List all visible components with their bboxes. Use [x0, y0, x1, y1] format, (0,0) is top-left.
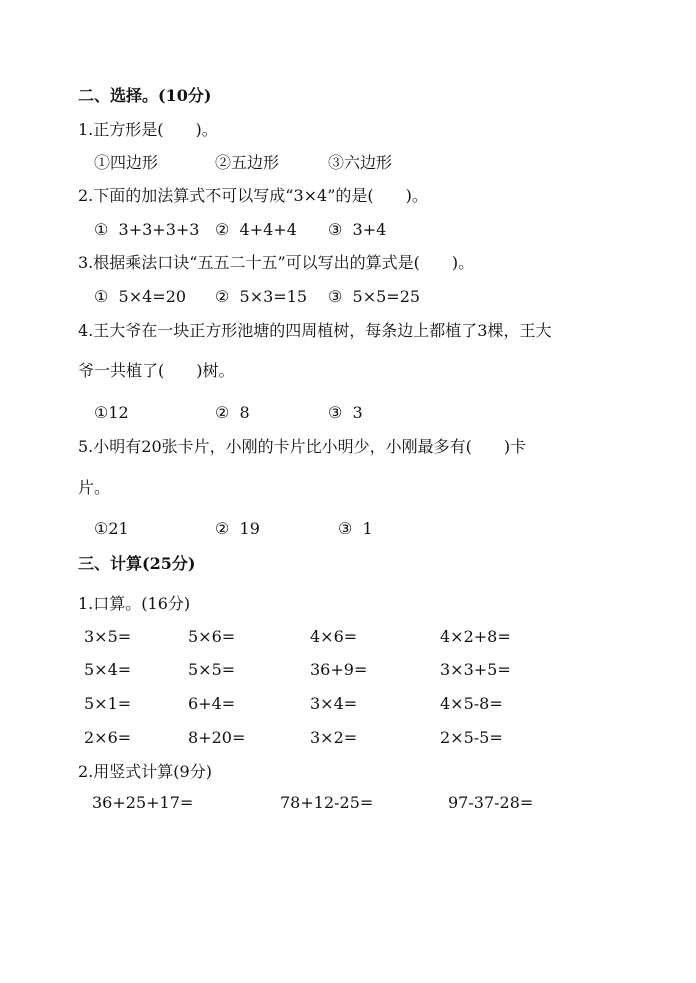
oral-item: 2×6= — [84, 728, 132, 747]
oral-item: 3×3+5= — [440, 660, 511, 679]
q1-option-3: ③六边形 — [328, 153, 393, 172]
oral-item: 5×6= — [188, 627, 236, 646]
question-2-stem: 2.下面的加法算式不可以写成“3×4”的是( )。 — [78, 186, 428, 205]
oral-item: 3×5= — [84, 627, 132, 646]
vertical-item: 36+25+17= — [92, 793, 194, 812]
vertical-calculation-title: 2.用竖式计算(9分) — [78, 762, 212, 781]
oral-item: 2×5-5= — [440, 728, 503, 747]
q3-option-1: ① 5×4=20 — [94, 287, 187, 306]
q4-option-1: ①12 — [94, 403, 129, 422]
oral-item: 4×2+8= — [440, 627, 511, 646]
q1-option-2: ②五边形 — [215, 153, 280, 172]
oral-item: 4×6= — [310, 627, 358, 646]
q2-option-3: ③ 3+4 — [328, 220, 387, 239]
q1-option-1: ①四边形 — [94, 153, 159, 172]
oral-item: 5×5= — [188, 660, 236, 679]
oral-item: 5×4= — [84, 660, 132, 679]
vertical-item: 97-37-28= — [448, 793, 534, 812]
question-5-stem-line-1: 5.小明有20张卡片，小刚的卡片比小明少，小刚最多有( )卡 — [78, 437, 527, 456]
q5-option-3: ③ 1 — [338, 519, 373, 538]
q5-option-2: ② 19 — [215, 519, 260, 538]
oral-item: 6+4= — [188, 694, 236, 713]
q4-option-3: ③ 3 — [328, 403, 363, 422]
question-1-stem: 1.正方形是( )。 — [78, 120, 218, 139]
oral-item: 4×5-8= — [440, 694, 503, 713]
q4-option-2: ② 8 — [215, 403, 250, 422]
question-3-stem: 3.根据乘法口诀“五五二十五”可以写出的算式是( )。 — [78, 253, 475, 272]
oral-item: 36+9= — [310, 660, 368, 679]
q5-option-1: ①21 — [94, 519, 129, 538]
oral-calculation-title: 1.口算。(16分) — [78, 594, 191, 613]
oral-item: 3×2= — [310, 728, 358, 747]
q3-option-2: ② 5×3=15 — [215, 287, 308, 306]
question-4-stem-line-1: 4.王大爷在一块正方形池塘的四周植树，每条边上都植了3棵，王大 — [78, 321, 552, 340]
question-4-stem-line-2: 爷一共植了( )树。 — [78, 361, 235, 380]
oral-item: 8+20= — [188, 728, 246, 747]
q2-option-2: ② 4+4+4 — [215, 220, 297, 239]
vertical-item: 78+12-25= — [280, 793, 374, 812]
question-5-stem-line-2: 片。 — [78, 478, 111, 497]
q3-option-3: ③ 5×5=25 — [328, 287, 421, 306]
section-2-heading: 二、选择。(10分) — [78, 86, 212, 105]
q2-option-1: ① 3+3+3+3 — [94, 220, 200, 239]
section-3-heading: 三、计算(25分) — [78, 554, 196, 573]
oral-item: 5×1= — [84, 694, 132, 713]
oral-item: 3×4= — [310, 694, 358, 713]
